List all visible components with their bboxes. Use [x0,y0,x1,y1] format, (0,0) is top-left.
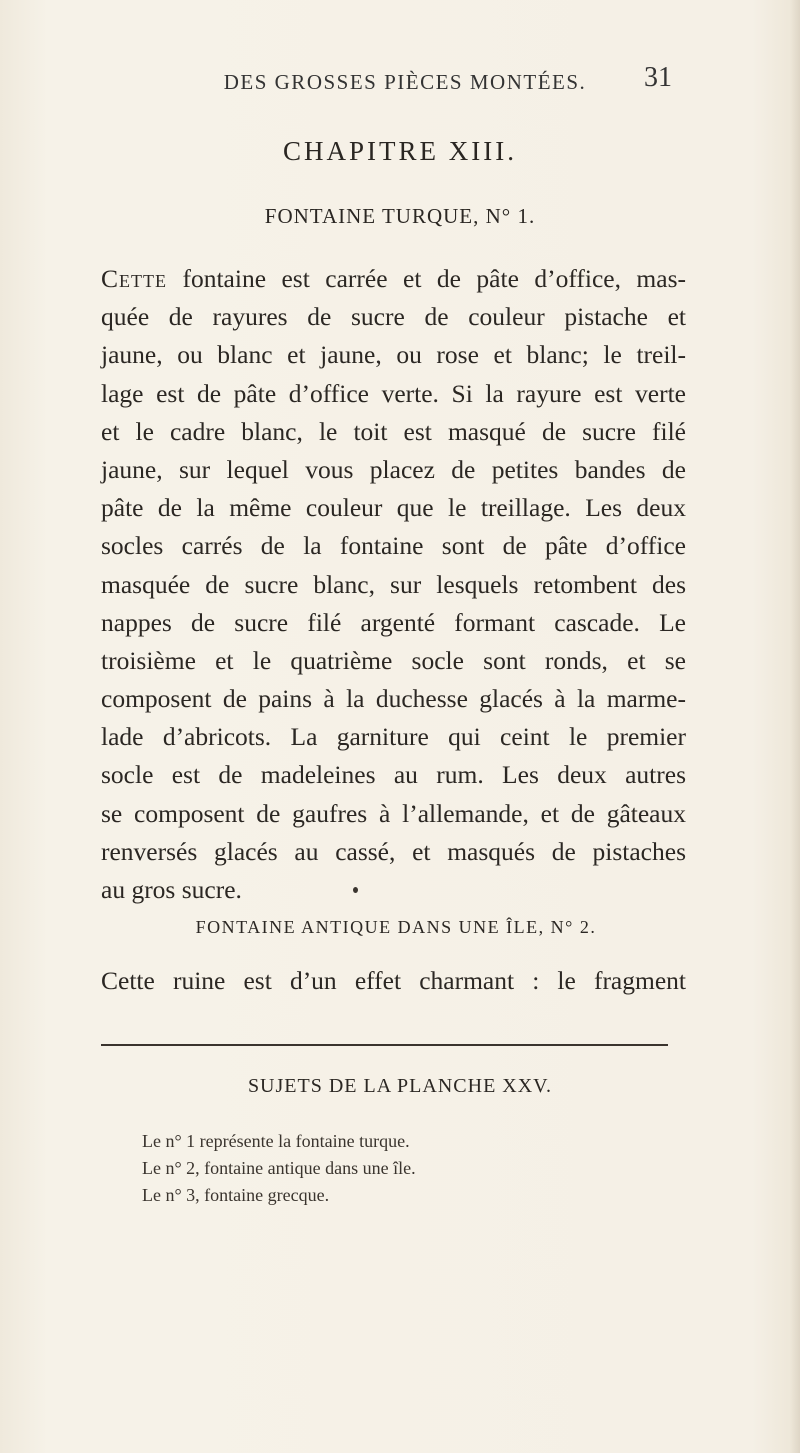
paragraph-line: et le cadre blanc, le toit est masqué de sucre filé [101,416,686,446]
paragraph-line: lage est de pâte d’office verte. Si la rayure est verte [101,378,686,408]
running-head: DES GROSSES PIÈCES MONTÉES. [223,70,587,94]
paragraph-fontaine-antique: Cette ruine est d’un effet charmant : le fragment [101,966,686,995]
paragraph-line: composent de pains à la duchesse glacés à la marme- [101,684,686,714]
legend-item: Le n° 3, fontaine grecque. [142,1185,330,1205]
paragraph-line: Cette fontaine est carrée et de pâte d’office, mas- [101,264,686,293]
section-heading-fontaine-turque: FONTAINE TURQUE, N° 1. [264,204,536,228]
paragraph-line: jaune, ou blanc et jaune, ou rose et blanc; le treil- [101,340,686,370]
page-number: 31 [644,62,672,93]
paragraph-fontaine-turque [101,260,686,909]
legend-item: Le n° 1 représente la fontaine turque. [142,1131,410,1151]
paragraph-line: se composent de gaufres à l’allemande, et de gâteaux [101,798,686,828]
paragraph-line: masquée de sucre blanc, sur lesquels retombent des [101,569,686,599]
horizontal-rule [101,1044,668,1046]
paragraph-line: socle est de madeleines au rum. Les deux autres [101,760,686,790]
paragraph-line: au gros sucre. [101,875,242,904]
paragraph-lead-word: Cette [101,264,167,293]
paragraph-line: renversés glacés au cassé, et masqués de pistaches [101,836,686,866]
paragraph-line: troisième et le quatrième socle sont ronds, et se [101,645,686,675]
page-edge-shadow [790,0,800,1453]
ink-speck [353,887,358,893]
paragraph-line: lade d’abricots. La garniture qui ceint le premier [101,722,686,752]
paragraph-line: nappes de sucre filé argenté formant cascade. Le [101,607,686,637]
paragraph-line: socles carrés de la fontaine sont de pâte d’office [101,531,686,561]
paragraph-line: jaune, sur lequel vous placez de petites bandes de [101,454,686,484]
paragraph-line: quée de rayures de sucre de couleur pistache et [101,302,686,332]
plate-heading: SUJETS DE LA PLANCHE XXV. [247,1075,553,1097]
paragraph-line: pâte de la même couleur que le treillage. Les deux [101,493,686,523]
legend-item: Le n° 2, fontaine antique dans une île. [142,1158,416,1178]
section-heading-fontaine-antique: FONTAINE ANTIQUE DANS UNE ÎLE, N° 2. [195,917,597,937]
plate-legend [142,1128,416,1209]
chapter-title: CHAPITRE XIII. [283,136,517,166]
